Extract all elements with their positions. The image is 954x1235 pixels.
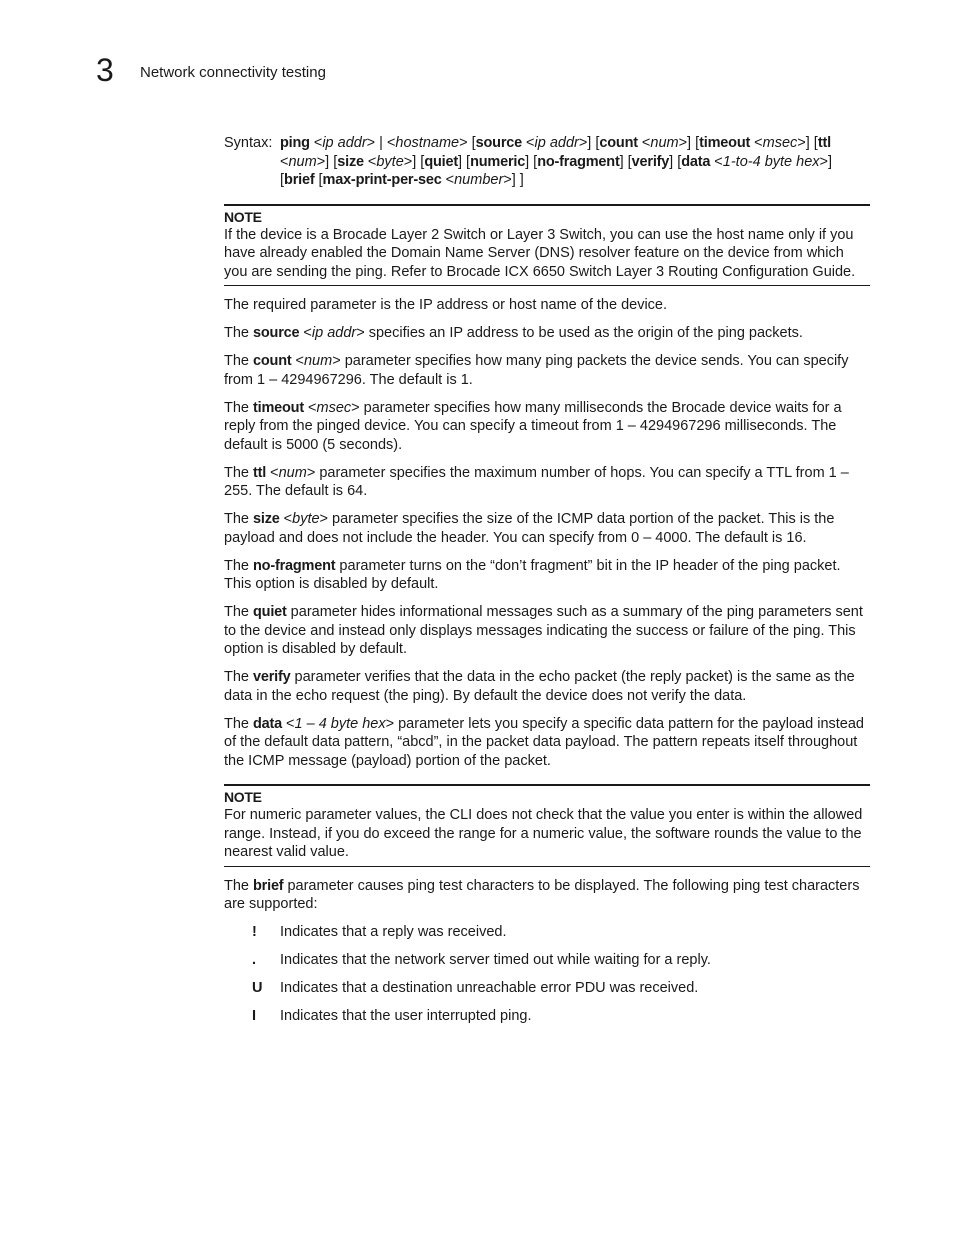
parameter-descriptions (224, 296, 870, 770)
paragraph (224, 399, 870, 455)
text-run: parameter causes ping test characters to be displayed. The following ping test characters are supported: (224, 877, 860, 912)
paragraph (224, 557, 870, 594)
text-run: < (309, 135, 323, 151)
keyword: quiet (253, 604, 287, 620)
text-run: The required parameter is the IP address or host name of the device. (224, 297, 668, 313)
keyword: timeout (253, 399, 304, 416)
syntax-block (224, 134, 870, 190)
text-run: < (441, 172, 455, 188)
list-item (224, 951, 870, 970)
keyword: size (337, 153, 364, 170)
text-run: < (299, 325, 312, 341)
variable: num (278, 464, 307, 481)
text-run: >] [ (678, 135, 700, 151)
paragraph (224, 296, 870, 315)
variable: msec (762, 135, 798, 151)
text-run: The (224, 511, 254, 527)
text-run: The (224, 669, 254, 685)
note-text: If the device is a Brocade Layer 2 Switch or Layer 3 Switch, you can use the host name only if you have already enabled the Domain Name Server (DNS) resolver feature on the device from which you are sending the ping. Refer to Brocade ICX 6650 Switch Layer 3 Routing Configuration Guide. (224, 226, 856, 280)
text-run: < (280, 153, 289, 170)
text-run: > [ (459, 135, 476, 151)
keyword: size (253, 511, 280, 527)
text-run: > specifies an IP address to be used as the origin of the ping packets. (356, 325, 803, 341)
keyword: brief (253, 877, 284, 894)
chapter-number: 3 (96, 52, 114, 88)
text-run: parameter turns on the “don’t fragment” bit in the IP header of the ping packet. This option is disabled by default. (224, 557, 841, 592)
text-run: < (637, 135, 651, 151)
text-run: < (266, 464, 279, 481)
ping-char-description: Indicates that a destination unreachable error PDU was received. (280, 980, 699, 996)
ping-char-symbol: U (252, 980, 263, 996)
text-run: >] [ (280, 153, 833, 188)
text-run: [ (314, 172, 323, 188)
note-heading: NOTE (224, 208, 262, 225)
variable: 1 – 4 byte hex (294, 715, 386, 732)
text-run: >] [ (316, 153, 338, 170)
text-run: ] [ (457, 153, 471, 170)
ping-characters-list (224, 923, 870, 1026)
text-run: >] ] (503, 172, 524, 188)
list-item (224, 923, 870, 942)
paragraph (224, 668, 870, 705)
variable: hostname (395, 135, 460, 151)
text-run: > parameter specifies how many milliseconds the Brocade device waits for a reply from the pinged device. You can specify a timeout from 1 – 4294967296 milliseconds. The default is 5000 (5 seconds). (224, 399, 842, 453)
note-box (224, 204, 870, 287)
keyword: numeric (470, 153, 526, 170)
list-item (224, 979, 870, 998)
text-run: > parameter specifies how many ping packets the device sends. You can specify from 1 – 4294967296. The default is 1. (224, 353, 849, 388)
keyword: data (681, 153, 711, 170)
keyword: source (253, 325, 300, 341)
keyword: ttl (253, 464, 267, 481)
note-box (224, 784, 870, 867)
keyword: verify (253, 669, 291, 685)
note-heading: NOTE (224, 789, 262, 805)
text-run: The (224, 557, 254, 574)
keyword: verify (631, 153, 670, 170)
chapter-title: Network connectivity testing (140, 64, 326, 81)
variable: byte (292, 511, 320, 527)
brief-paragraph (224, 877, 870, 914)
text-run: parameter verifies that the data in the echo packet (the reply packet) is the same as the data in the echo request (the ping). By default the device does not verify the data. (224, 669, 855, 704)
ping-char-description: Indicates that a reply was received. (280, 924, 507, 940)
syntax-label: Syntax: (224, 135, 273, 151)
keyword: data (253, 715, 283, 732)
keyword: brief (284, 172, 315, 188)
variable: num (288, 153, 317, 170)
text-run: The (224, 353, 254, 369)
keyword: quiet (424, 153, 458, 170)
text-run: ] [ (525, 153, 538, 170)
text-run: The (224, 715, 254, 732)
ping-char-description: Indicates that the network server timed out while waiting for a reply. (280, 952, 711, 968)
text-run: < (282, 715, 295, 732)
paragraph (224, 510, 870, 547)
paragraph (224, 464, 870, 501)
keyword: count (599, 135, 638, 151)
text-run: The (224, 325, 254, 341)
variable: msec (316, 399, 352, 416)
paragraph (224, 324, 870, 343)
text-run: < (363, 153, 377, 170)
paragraph (224, 352, 870, 389)
text-run: The (224, 464, 254, 481)
keyword: no-fragment (537, 153, 620, 170)
variable: byte (376, 153, 404, 170)
syntax-command (280, 135, 832, 188)
text-run: The (224, 399, 254, 416)
keyword: no-fragment (253, 557, 336, 574)
keyword: source (475, 135, 522, 151)
text-run: parameter hides informational messages such as a summary of the ping parameters sent to the device and instead only displays messages indicating the success or failure of the ping. This option is disabled by default. (224, 604, 863, 657)
ping-char-symbol: I (252, 1008, 257, 1024)
keyword: ttl (817, 135, 831, 151)
text-run: The (224, 604, 254, 620)
text-run: > | < (366, 135, 396, 151)
variable: ip addr (322, 135, 367, 151)
ping-char-symbol: . (252, 952, 257, 968)
text-run: < (522, 135, 535, 151)
ping-char-description: Indicates that the user interrupted ping. (280, 1008, 532, 1024)
keyword: timeout (699, 135, 751, 151)
text-run: > parameter lets you specify a specific data pattern for the payload instead of the default data pattern, “abcd”, in the packet data payload. The pattern repeats itself throughout the ICMP message (payload) portion of the packet. (224, 715, 864, 769)
list-item (224, 1007, 870, 1026)
variable: num (303, 353, 333, 369)
keyword: ping (280, 135, 310, 151)
text-run: ] [ (619, 153, 632, 170)
keyword: max-print-per-sec (322, 172, 442, 188)
keyword: count (253, 353, 292, 369)
text-run: >] [ (797, 135, 818, 151)
text-run: < (279, 511, 293, 527)
text-run: < (750, 135, 763, 151)
text-run: > parameter specifies the maximum number of hops. You can specify a TTL from 1 – 255. The default is 64. (224, 464, 849, 499)
ping-char-symbol: ! (252, 924, 257, 940)
paragraph (224, 715, 870, 771)
paragraph (224, 603, 870, 659)
variable: num (650, 135, 679, 151)
variable: ip addr (534, 135, 579, 151)
text-run: > parameter specifies the size of the ICMP data portion of the packet. This is the payload and does not include the header. You can specify from 0 – 4000. The default is 16. (224, 511, 835, 546)
text-run: ] [ (669, 153, 682, 170)
text-run: < (710, 153, 723, 170)
text-run: >] [ (578, 135, 600, 151)
text-run: < (303, 399, 317, 416)
variable: number (454, 172, 504, 188)
note-text: For numeric parameter values, the CLI does not check that the value you enter is within the allowed range. Instead, if you do exceed the range for a numeric value, the software rounds the value to the nearest valid value. (224, 807, 863, 860)
variable: 1-to-4 byte hex (722, 153, 820, 170)
text-run: The (224, 877, 254, 894)
text-run: < (291, 353, 304, 369)
variable: ip addr (311, 325, 357, 341)
page-content (224, 134, 870, 1035)
text-run: >] [ (403, 153, 425, 170)
